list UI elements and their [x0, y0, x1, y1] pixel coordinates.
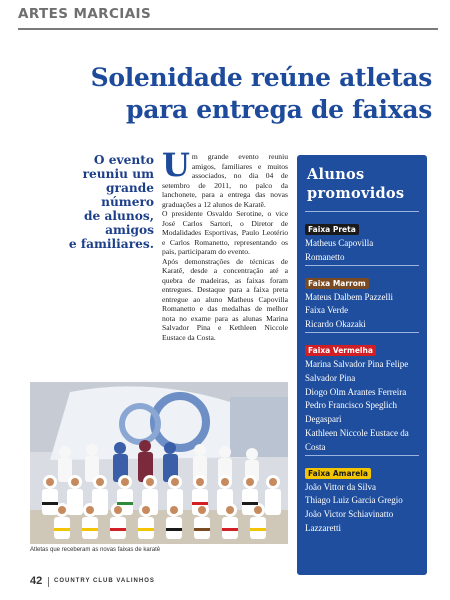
karate-group-photo — [30, 382, 288, 544]
belt-label: Faixa Marrom — [305, 278, 369, 289]
pull-quote — [26, 153, 154, 251]
article-body — [162, 146, 288, 342]
student-name: Faixa Verde — [305, 305, 349, 316]
belt-group-vermelha — [297, 338, 427, 455]
belt-label: Faixa Amarela — [305, 468, 371, 479]
pull-quote-line: de alunos, — [83, 209, 154, 223]
section-tag: ARTES MARCIAIS — [18, 6, 152, 22]
student-name: Kathleen Niccole Eustace da — [305, 427, 409, 438]
article-paragraph: O presidente Osvaldo Serotine, o vice José Carlos Sartori, o Diretor de Modalidades Esportivas, Paulo Leotério e Carlos Romanetto, representando os pais, participaram do evento. — [162, 209, 288, 256]
article-paragraph: m grande evento reuniu amigos, familiares e muitos associados, no dia 04 de setembro de 2011, no palco da lanchonete, para a entrega das novas graduações a 12 alunos de Karatê. — [162, 152, 288, 209]
article-paragraph: Após demonstrações de técnicas de Karatê, desde a concentração até a quebra de madeiras, as faixas foram entregues. Destaque para a faixa preta entregue ao aluno Matheus Capovilla Romanetto e das medalhas de melhor nota no exame para as alunas Marina Salvador Pina e Kethleen Niccole Eustace da Costa. — [162, 256, 288, 342]
sidebar-divider — [305, 265, 419, 266]
pull-quote-line: grande — [106, 181, 154, 195]
photo-caption: Atletas que receberam as novas faixas de karatê — [30, 547, 161, 553]
student-name: Matheus Capovilla — [305, 238, 374, 248]
sidebar-title-line: promovidos — [307, 185, 405, 202]
headline — [12, 62, 432, 126]
group-photo — [30, 382, 288, 544]
sidebar-divider — [305, 455, 419, 456]
footer-divider — [48, 577, 49, 587]
belt-group-marrom — [297, 271, 427, 332]
belt-group-amarela — [297, 461, 427, 536]
drop-cap: U — [162, 146, 190, 184]
pull-quote-line: O evento — [93, 153, 154, 167]
belt-label: Faixa Preta — [305, 224, 359, 235]
student-name: Marina Salvador Pina Felipe — [305, 358, 409, 369]
sidebar-divider — [305, 211, 419, 212]
headline-line: Solenidade reúne atletas — [90, 63, 432, 92]
headline-line: para entrega de faixas — [126, 95, 432, 124]
student-name: Diogo Olm Arantes Ferreira — [305, 386, 407, 397]
sidebar-title-line: Alunos — [307, 166, 365, 183]
sidebar-divider — [305, 332, 419, 333]
student-name: João Vittor da Silva — [305, 481, 377, 492]
pull-quote-line: reuniu um — [82, 167, 154, 181]
page-number: 42 — [30, 575, 43, 587]
publication-name: COUNTRY CLUB VALINHOS — [54, 578, 155, 584]
student-name: João Victor Schiavinatto — [305, 509, 394, 520]
student-name: Ricardo Okazaki — [305, 319, 366, 330]
student-name: Mateus Dalbem Pazzelli — [305, 291, 393, 302]
promoted-students-box — [297, 155, 427, 575]
belt-group-preta — [297, 217, 427, 265]
student-name: Degaspari — [305, 414, 342, 425]
student-name: Salvador Pina — [305, 372, 356, 383]
student-name: Thiago Luiz Garcia Gregio — [305, 495, 403, 506]
pull-quote-line: número — [101, 195, 154, 209]
sidebar-title — [297, 155, 427, 211]
section-divider — [18, 28, 438, 30]
student-name: Pedro Francisco Speglich — [305, 400, 397, 411]
student-name: Romanetto — [305, 251, 345, 262]
belt-label: Faixa Vermelha — [305, 345, 376, 356]
pull-quote-line: amigos — [105, 223, 154, 237]
student-name: Lazzaretti — [305, 522, 341, 533]
pull-quote-line: e familiares. — [68, 237, 154, 251]
student-name: Costa — [305, 441, 326, 452]
